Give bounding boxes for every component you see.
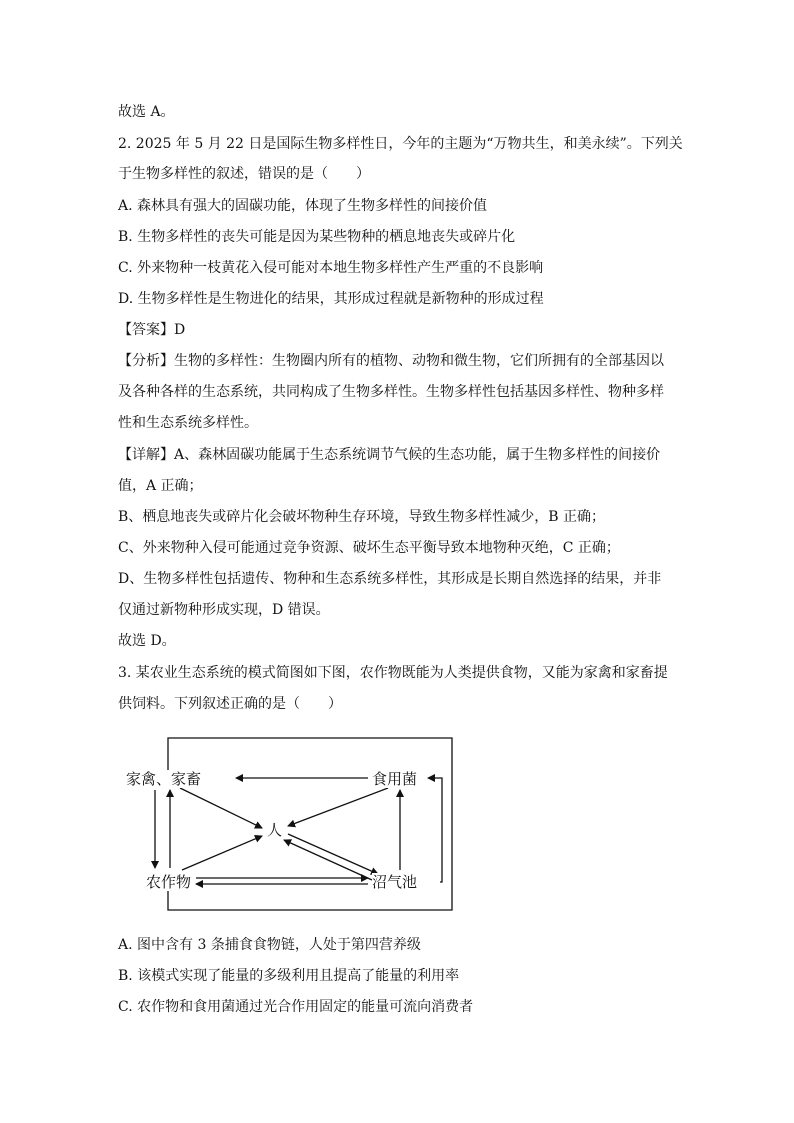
question-3-stem-cont: 供饲料。下列叙述正确的是（ ） [118,696,342,712]
biogas-to-fungi-loop [428,778,442,882]
q2-answer: 【答案】D [118,322,186,338]
q2-option-d: D. 生物多样性是生物进化的结果，其形成过程就是新物种的形成过程 [118,291,544,307]
q2-detail-b: B、栖息地丧失或碎片化会破坏物种生存环境，导致生物多样性减少，B 正确； [118,509,606,525]
q2-option-c: C. 外来物种一枝黄花入侵可能对本地生物多样性产生严重的不良影响 [118,260,544,276]
q2-conclusion: 故选 D。 [118,633,176,649]
text-line-1: 故选 A。 [118,104,175,120]
node-crops: 农作物 [146,873,192,891]
biogas-to-human-arrow [284,840,372,880]
fungi-to-human-arrow [288,788,388,826]
ecosystem-diagram-arrows [110,730,470,920]
question-2-stem: 2. 2025 年 5 月 22 日是国际生物多样性日，今年的主题为“万物共生，和美永续”。下列关 [118,136,683,152]
q2-analysis-1: 【分析】生物的多样性：生物圈内所有的植物、动物和微生物，它们所拥有的全部基因以 [118,353,664,369]
q2-detail-d1: D、生物多样性包括遗传、物种和生态系统多样性，其形成是长期自然选择的结果，并非 [118,571,662,587]
q2-analysis-3: 性和生态系统多样性。 [118,415,258,431]
q3-option-a: A. 图中含有 3 条捕食食物链，人处于第四营养级 [118,937,421,953]
node-biogas: 沼气池 [372,873,418,891]
q2-detail-1: 【详解】A、森林固碳功能属于生态系统调节气候的生态功能，属于生物多样性的间接价 [118,447,661,463]
q2-analysis-2: 及各种各样的生态系统，共同构成了生物多样性。生物多样性包括基因多样性、物种多样 [118,384,664,400]
question-2-stem-cont: 于生物多样性的叙述，错误的是（ ） [118,166,370,182]
q3-option-c: C. 农作物和食用菌通过光合作用固定的能量可流向消费者 [118,999,474,1015]
q2-detail-c: C、外来物种入侵可能通过竞争资源、破坏生态平衡导致本地物种灭绝，C 正确； [118,540,620,556]
node-fungi: 食用菌 [372,770,418,788]
q2-option-b: B. 生物多样性的丧失可能是因为某些物种的栖息地丧失或碎片化 [118,229,516,245]
q3-option-b: B. 该模式实现了能量的多级利用且提高了能量的利用率 [118,968,460,984]
node-livestock: 家禽、家畜 [126,770,202,788]
question-3-stem: 3. 某农业生态系统的模式简图如下图，农作物既能为人类提供食物，又能为家禽和家畜提 [118,665,668,681]
human-to-biogas-arrow [288,834,378,874]
crops-to-human-arrow [182,836,262,870]
node-human: 人 [267,821,283,839]
q2-detail-2: 值，A 正确； [118,478,203,494]
livestock-to-human-arrow [180,788,262,828]
q2-option-a: A. 森林具有强大的固碳功能，体现了生物多样性的间接价值 [118,198,488,214]
q2-detail-d2: 仅通过新物种形成实现，D 错误。 [118,602,330,618]
ecosystem-diagram [110,730,470,920]
